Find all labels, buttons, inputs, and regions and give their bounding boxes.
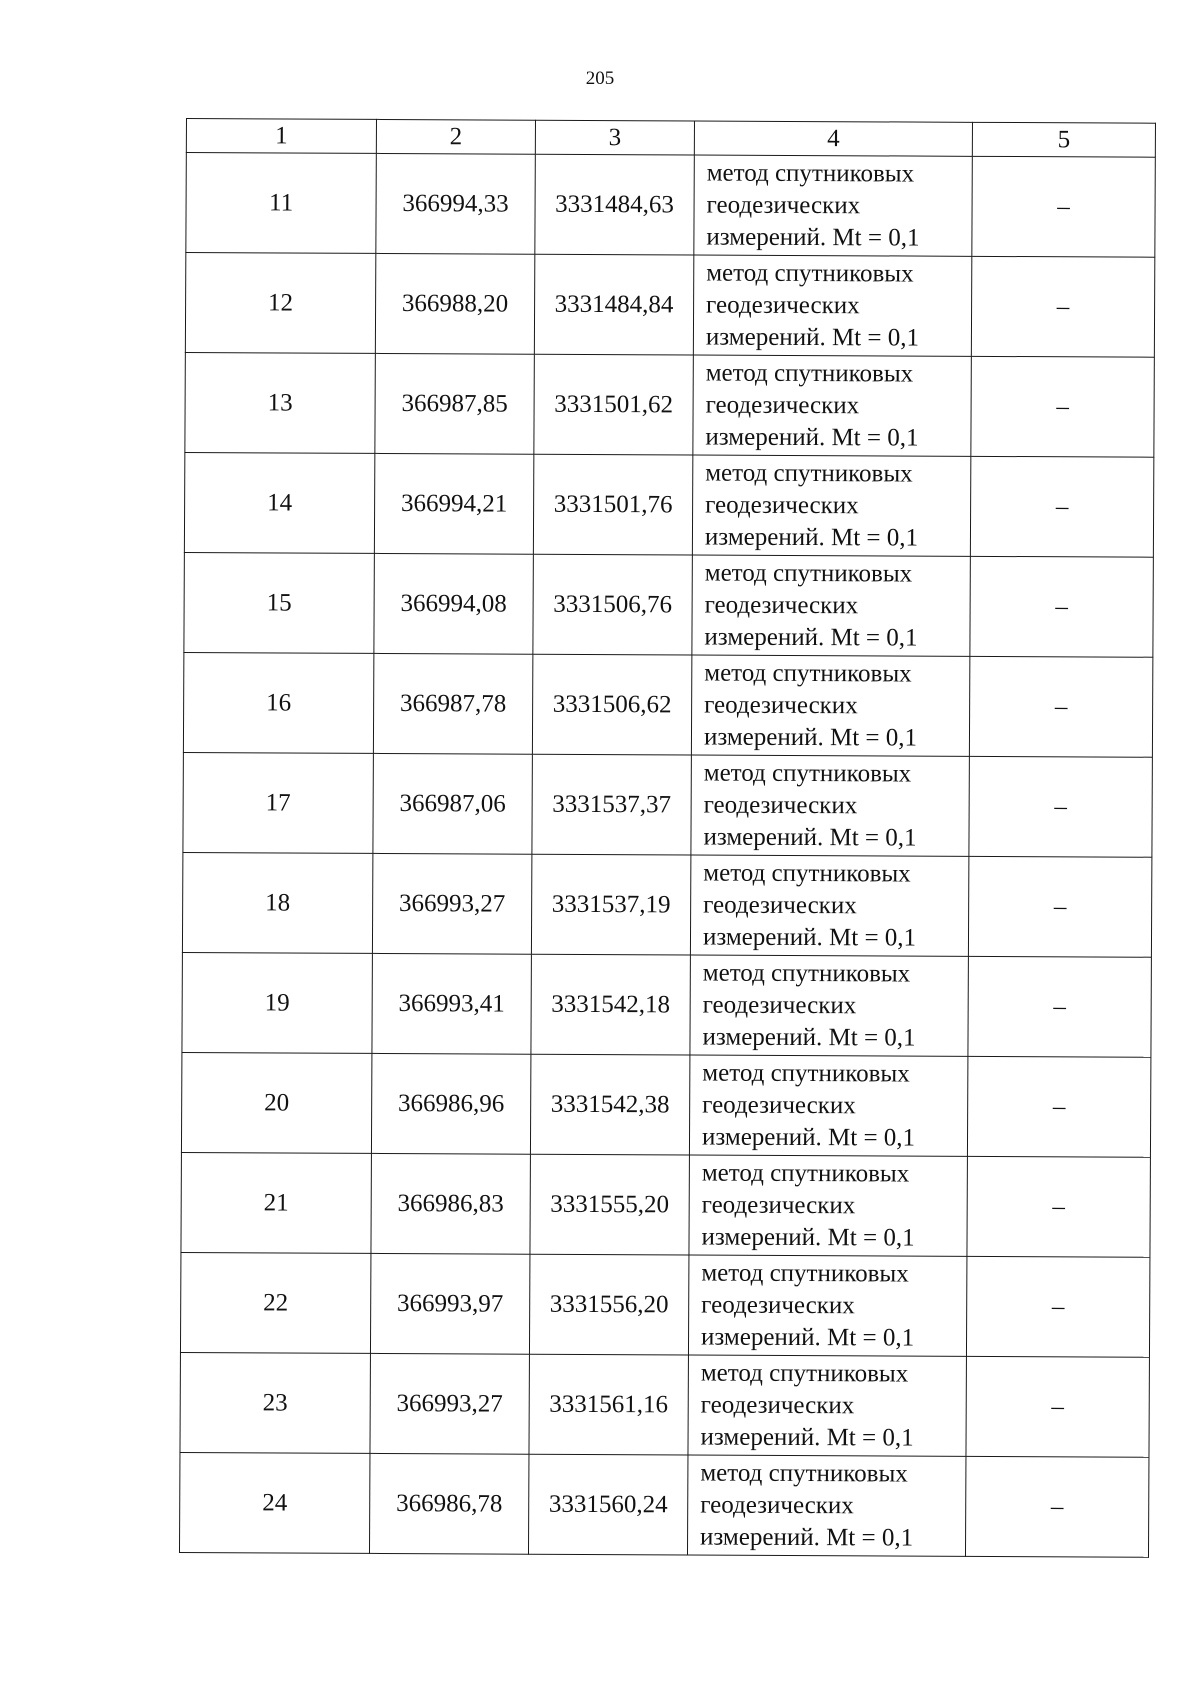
x-coordinate-cell: 366987,78 bbox=[373, 653, 532, 754]
method-cell bbox=[689, 1155, 967, 1256]
accuracy-cell: – bbox=[971, 256, 1154, 357]
header-col-3: 3 bbox=[535, 120, 694, 155]
point-number-cell: 20 bbox=[181, 1052, 371, 1153]
x-coordinate-cell: 366986,83 bbox=[371, 1153, 530, 1254]
y-coordinate-cell: 3331506,62 bbox=[532, 654, 691, 755]
accuracy-cell: – bbox=[966, 1356, 1149, 1457]
table-row bbox=[179, 1452, 1148, 1557]
method-cell bbox=[690, 955, 968, 1056]
method-line: метод спутниковых bbox=[705, 459, 913, 488]
y-coordinate-cell: 3331537,37 bbox=[532, 754, 691, 855]
method-line: измерений. Mt = 0,1 bbox=[703, 823, 917, 852]
method-line: метод спутниковых bbox=[703, 759, 912, 788]
x-coordinate-cell: 366987,85 bbox=[375, 353, 534, 454]
table-row bbox=[180, 1252, 1149, 1357]
x-coordinate-cell: 366994,33 bbox=[376, 153, 535, 254]
method-text bbox=[691, 757, 968, 854]
table-row bbox=[184, 552, 1153, 657]
method-line: измерений. Mt = 0,1 bbox=[702, 1023, 916, 1052]
method-text bbox=[690, 957, 967, 1054]
method-line: метод спутниковых bbox=[704, 659, 912, 688]
table-row bbox=[184, 452, 1153, 557]
header-row bbox=[186, 119, 1155, 158]
point-number-cell: 23 bbox=[180, 1352, 370, 1453]
accuracy-cell: – bbox=[972, 156, 1155, 257]
table-row bbox=[182, 952, 1151, 1057]
header-col-2: 2 bbox=[376, 119, 535, 154]
method-text bbox=[694, 157, 971, 254]
method-text bbox=[692, 557, 969, 654]
method-line: геодезических bbox=[705, 391, 860, 419]
method-line: метод спутниковых bbox=[700, 1359, 909, 1388]
accuracy-cell: – bbox=[967, 1056, 1150, 1157]
method-cell bbox=[688, 1355, 966, 1456]
method-cell bbox=[692, 455, 970, 556]
method-line: метод спутниковых bbox=[706, 259, 914, 288]
method-line: измерений. Mt = 0,1 bbox=[700, 1423, 914, 1452]
point-number-cell: 13 bbox=[185, 352, 375, 453]
point-number-cell: 11 bbox=[186, 153, 376, 254]
method-cell bbox=[691, 655, 969, 756]
method-line: геодезических bbox=[700, 1391, 855, 1419]
point-number-cell: 24 bbox=[179, 1452, 369, 1553]
x-coordinate-cell: 366993,97 bbox=[370, 1253, 529, 1354]
method-cell bbox=[693, 255, 971, 356]
y-coordinate-cell: 3331484,84 bbox=[534, 254, 693, 355]
point-number-cell: 18 bbox=[182, 852, 372, 953]
point-number-cell: 21 bbox=[181, 1152, 371, 1253]
method-cell bbox=[689, 1055, 967, 1156]
x-coordinate-cell: 366987,06 bbox=[373, 753, 532, 854]
method-text bbox=[691, 857, 968, 954]
header-col-5: 5 bbox=[972, 122, 1155, 157]
method-line: измерений. Mt = 0,1 bbox=[704, 623, 918, 652]
method-line: измерений. Mt = 0,1 bbox=[703, 723, 918, 752]
accuracy-cell: – bbox=[967, 1156, 1150, 1257]
accuracy-cell: – bbox=[966, 1256, 1149, 1357]
y-coordinate-cell: 3331542,38 bbox=[530, 1054, 689, 1155]
method-text bbox=[692, 657, 969, 754]
method-line: геодезических bbox=[703, 791, 858, 819]
x-coordinate-cell: 366994,08 bbox=[374, 553, 533, 654]
method-line: метод спутниковых bbox=[702, 1059, 910, 1088]
method-line: измерений. Mt = 0,1 bbox=[705, 323, 920, 352]
method-line: геодезических bbox=[701, 1291, 855, 1319]
method-line: метод спутниковых bbox=[706, 159, 915, 188]
table-row bbox=[186, 153, 1155, 258]
point-number-cell: 14 bbox=[184, 452, 374, 553]
method-text bbox=[690, 1057, 967, 1154]
x-coordinate-cell: 366986,78 bbox=[369, 1453, 528, 1554]
y-coordinate-cell: 3331542,18 bbox=[531, 954, 690, 1055]
method-line: геодезических bbox=[702, 991, 857, 1019]
method-line: метод спутниковых bbox=[703, 859, 911, 888]
method-text bbox=[689, 1257, 966, 1354]
point-number-cell: 12 bbox=[185, 253, 375, 354]
method-line: геодезических bbox=[705, 491, 859, 519]
method-cell bbox=[688, 1255, 966, 1356]
y-coordinate-cell: 3331555,20 bbox=[530, 1154, 689, 1255]
method-line: измерений. Mt = 0,1 bbox=[705, 423, 919, 452]
table-row bbox=[183, 752, 1152, 857]
method-cell bbox=[687, 1455, 965, 1556]
x-coordinate-cell: 366993,27 bbox=[370, 1353, 529, 1454]
x-coordinate-cell: 366986,96 bbox=[371, 1053, 530, 1154]
method-line: геодезических bbox=[700, 1491, 854, 1519]
accuracy-cell: – bbox=[968, 956, 1151, 1057]
page-number: 205 bbox=[585, 68, 615, 89]
y-coordinate-cell: 3331484,63 bbox=[535, 154, 694, 255]
accuracy-cell: – bbox=[968, 856, 1151, 957]
method-text bbox=[694, 257, 971, 354]
method-line: геодезических bbox=[706, 291, 860, 319]
method-cell bbox=[693, 355, 971, 456]
method-line: геодезических bbox=[702, 1091, 856, 1119]
y-coordinate-cell: 3331556,20 bbox=[529, 1254, 688, 1355]
method-line: метод спутниковых bbox=[700, 1459, 908, 1488]
accuracy-cell: – bbox=[969, 656, 1152, 757]
accuracy-cell: – bbox=[971, 356, 1154, 457]
method-line: геодезических bbox=[703, 891, 857, 919]
method-line: измерений. Mt = 0,1 bbox=[706, 223, 920, 252]
method-line: измерений. Mt = 0,1 bbox=[704, 523, 919, 552]
accuracy-cell: – bbox=[969, 756, 1152, 857]
accuracy-cell: – bbox=[970, 556, 1153, 657]
method-text bbox=[693, 357, 970, 454]
method-text bbox=[688, 1357, 965, 1454]
method-line: метод спутниковых bbox=[702, 959, 911, 988]
point-number-cell: 15 bbox=[184, 552, 374, 653]
x-coordinate-cell: 366994,21 bbox=[374, 453, 533, 554]
accuracy-cell: – bbox=[965, 1456, 1148, 1557]
method-cell bbox=[694, 155, 972, 256]
y-coordinate-cell: 3331501,62 bbox=[534, 354, 693, 455]
y-coordinate-cell: 3331537,19 bbox=[531, 854, 690, 955]
method-line: геодезических bbox=[704, 691, 858, 719]
method-cell bbox=[690, 855, 968, 956]
x-coordinate-cell: 366993,41 bbox=[372, 953, 531, 1054]
y-coordinate-cell: 3331501,76 bbox=[533, 454, 692, 555]
method-line: измерений. Mt = 0,1 bbox=[701, 1223, 915, 1252]
method-line: геодезических bbox=[704, 591, 859, 619]
method-line: метод спутниковых bbox=[704, 559, 913, 588]
method-line: метод спутниковых bbox=[701, 1259, 909, 1288]
table-row bbox=[180, 1352, 1149, 1457]
table-row bbox=[183, 652, 1152, 757]
method-line: измерений. Mt = 0,1 bbox=[700, 1523, 914, 1552]
method-cell bbox=[692, 555, 970, 656]
method-line: измерений. Mt = 0,1 bbox=[700, 1323, 915, 1352]
table-row bbox=[181, 1052, 1150, 1157]
point-number-cell: 22 bbox=[180, 1252, 370, 1353]
method-line: измерений. Mt = 0,1 bbox=[702, 923, 917, 952]
method-line: метод спутниковых bbox=[701, 1159, 910, 1188]
header-col-1: 1 bbox=[186, 119, 376, 154]
table-body bbox=[179, 153, 1155, 1558]
point-number-cell: 19 bbox=[182, 952, 372, 1053]
method-text bbox=[688, 1457, 965, 1554]
table-row bbox=[182, 852, 1151, 957]
method-text bbox=[689, 1157, 966, 1254]
x-coordinate-cell: 366988,20 bbox=[375, 253, 534, 354]
y-coordinate-cell: 3331561,16 bbox=[529, 1354, 688, 1455]
table-header bbox=[186, 119, 1155, 158]
method-text bbox=[693, 457, 970, 554]
method-line: измерений. Mt = 0,1 bbox=[701, 1123, 916, 1152]
coordinates-table bbox=[179, 118, 1156, 1558]
accuracy-cell: – bbox=[970, 456, 1153, 557]
method-line: геодезических bbox=[706, 191, 861, 219]
y-coordinate-cell: 3331560,24 bbox=[528, 1454, 687, 1555]
y-coordinate-cell: 3331506,76 bbox=[533, 554, 692, 655]
table-row bbox=[181, 1152, 1150, 1257]
table-row bbox=[185, 253, 1154, 358]
method-line: геодезических bbox=[701, 1191, 856, 1219]
table-row bbox=[185, 352, 1154, 457]
point-number-cell: 17 bbox=[183, 752, 373, 853]
method-cell bbox=[691, 755, 969, 856]
x-coordinate-cell: 366993,27 bbox=[372, 853, 531, 954]
point-number-cell: 16 bbox=[183, 652, 373, 753]
header-col-4: 4 bbox=[694, 121, 972, 156]
method-line: метод спутниковых bbox=[705, 359, 914, 388]
